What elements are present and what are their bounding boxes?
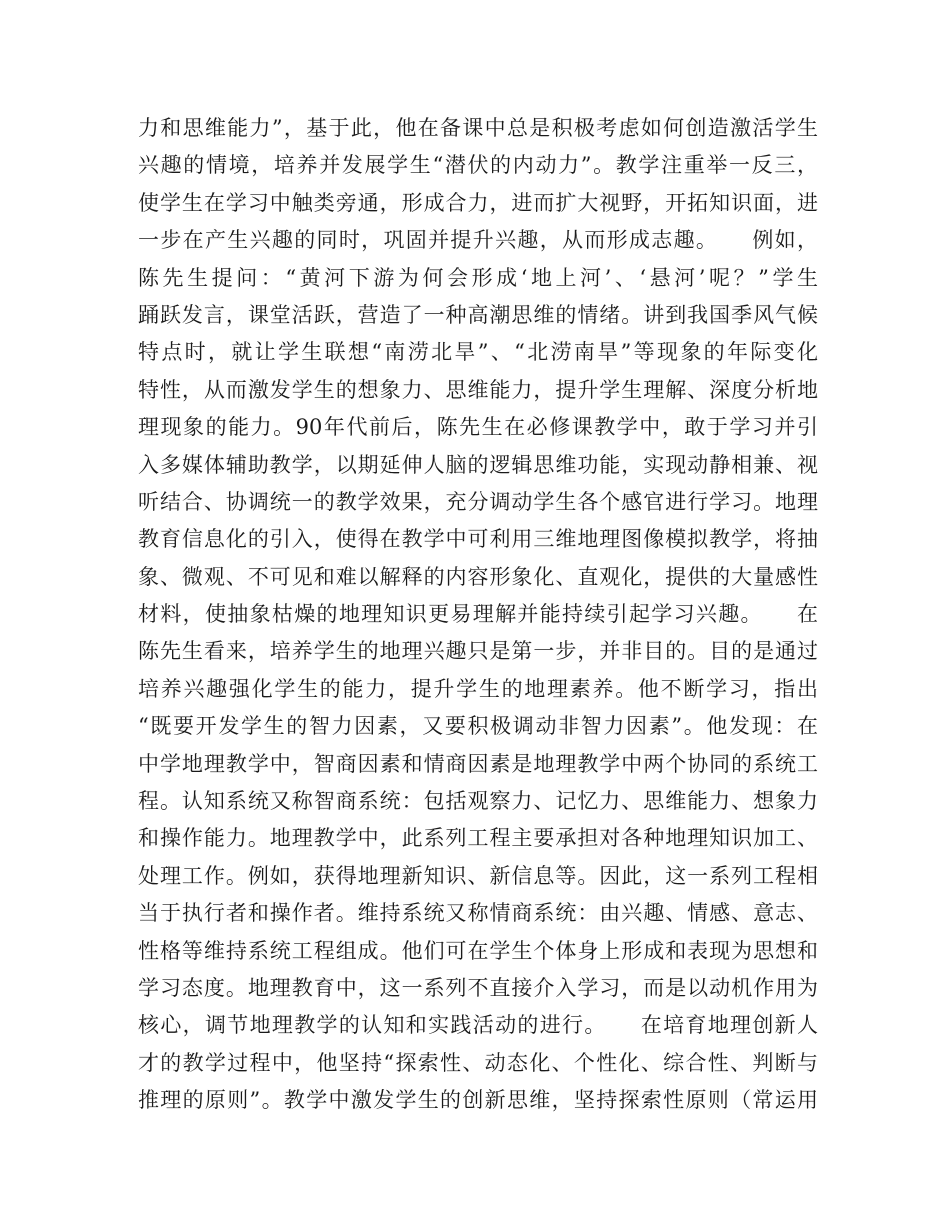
text-line: 处理工作。例如，获得地理新知识、新信息等。因此，这一系列工程相 xyxy=(138,863,818,888)
text-line: 特点时，就让学生联想“南涝北旱”、“北涝南旱”等现象的年际变化 xyxy=(138,340,818,365)
text-line: 特性，从而激发学生的想象力、思维能力，提升学生理解、深度分析地 xyxy=(138,377,818,402)
text-line: 理现象的能力。90年代前后，陈先生在必修课教学中，敢于学习并引 xyxy=(138,415,818,440)
text-line: 入多媒体辅助教学，以期延伸人脑的逻辑思维功能，实现动静相兼、视 xyxy=(138,452,818,477)
text-line: 核心，调节地理教学的认知和实践活动的进行。 在培育地理创新人 xyxy=(138,1013,818,1038)
text-line: 培养兴趣强化学生的能力，提升学生的地理素养。他不断学习，指出 xyxy=(138,676,818,701)
text-line: 学习态度。地理教育中，这一系列不直接介入学习，而是以动机作用为 xyxy=(138,975,818,1000)
text-line: 推理的原则”。教学中激发学生的创新思维，坚持探索性原则（常运用 xyxy=(138,1088,818,1113)
text-line: 和操作能力。地理教学中，此系列工程主要承担对各种地理知识加工、 xyxy=(138,826,818,851)
text-line: 使学生在学习中触类旁通，形成合力，进而扩大视野，开拓知识面，进 xyxy=(138,190,818,215)
text-line: 当于执行者和操作者。维持系统又称情商系统：由兴趣、情感、意志、 xyxy=(138,901,818,926)
text-line: 才的教学过程中，他坚持“探索性、动态化、个性化、综合性、判断与 xyxy=(138,1050,818,1075)
text-line: 踊跃发言，课堂活跃，营造了一种高潮思维的情绪。讲到我国季风气候 xyxy=(138,302,818,327)
text-line: 中学地理教学中，智商因素和情商因素是地理教学中两个协同的系统工 xyxy=(138,751,818,776)
text-line: “既要开发学生的智力因素，又要积极调动非智力因素”。他发现：在 xyxy=(138,714,818,739)
text-line: 教育信息化的引入，使得在教学中可利用三维地理图像模拟教学，将抽 xyxy=(138,527,818,552)
text-line: 听结合、协调统一的教学效果，充分调动学生各个感官进行学习。地理 xyxy=(138,489,818,514)
text-line: 材料，使抽象枯燥的地理知识更易理解并能持续引起学习兴趣。 在 xyxy=(138,602,818,627)
body-text xyxy=(138,110,818,1120)
text-line: 兴趣的情境，培养并发展学生“潜伏的内动力”。教学注重举一反三， xyxy=(138,153,818,178)
text-line: 性格等维持系统工程组成。他们可在学生个体身上形成和表现为思想和 xyxy=(138,938,818,963)
text-line: 程。认知系统又称智商系统：包括观察力、记忆力、思维能力、想象力 xyxy=(138,789,818,814)
text-line: 陈先生提问：“黄河下游为何会形成‘地上河’、‘悬河’呢？”学生 xyxy=(138,265,818,290)
text-line: 陈先生看来，培养学生的地理兴趣只是第一步，并非目的。目的是通过 xyxy=(138,639,818,664)
text-line: 象、微观、不可见和难以解释的内容形象化、直观化，提供的大量感性 xyxy=(138,564,818,589)
text-line: 一步在产生兴趣的同时，巩固并提升兴趣，从而形成志趣。 例如， xyxy=(138,228,818,253)
text-line: 力和思维能力”，基于此，他在备课中总是积极考虑如何创造激活学生 xyxy=(138,116,818,140)
